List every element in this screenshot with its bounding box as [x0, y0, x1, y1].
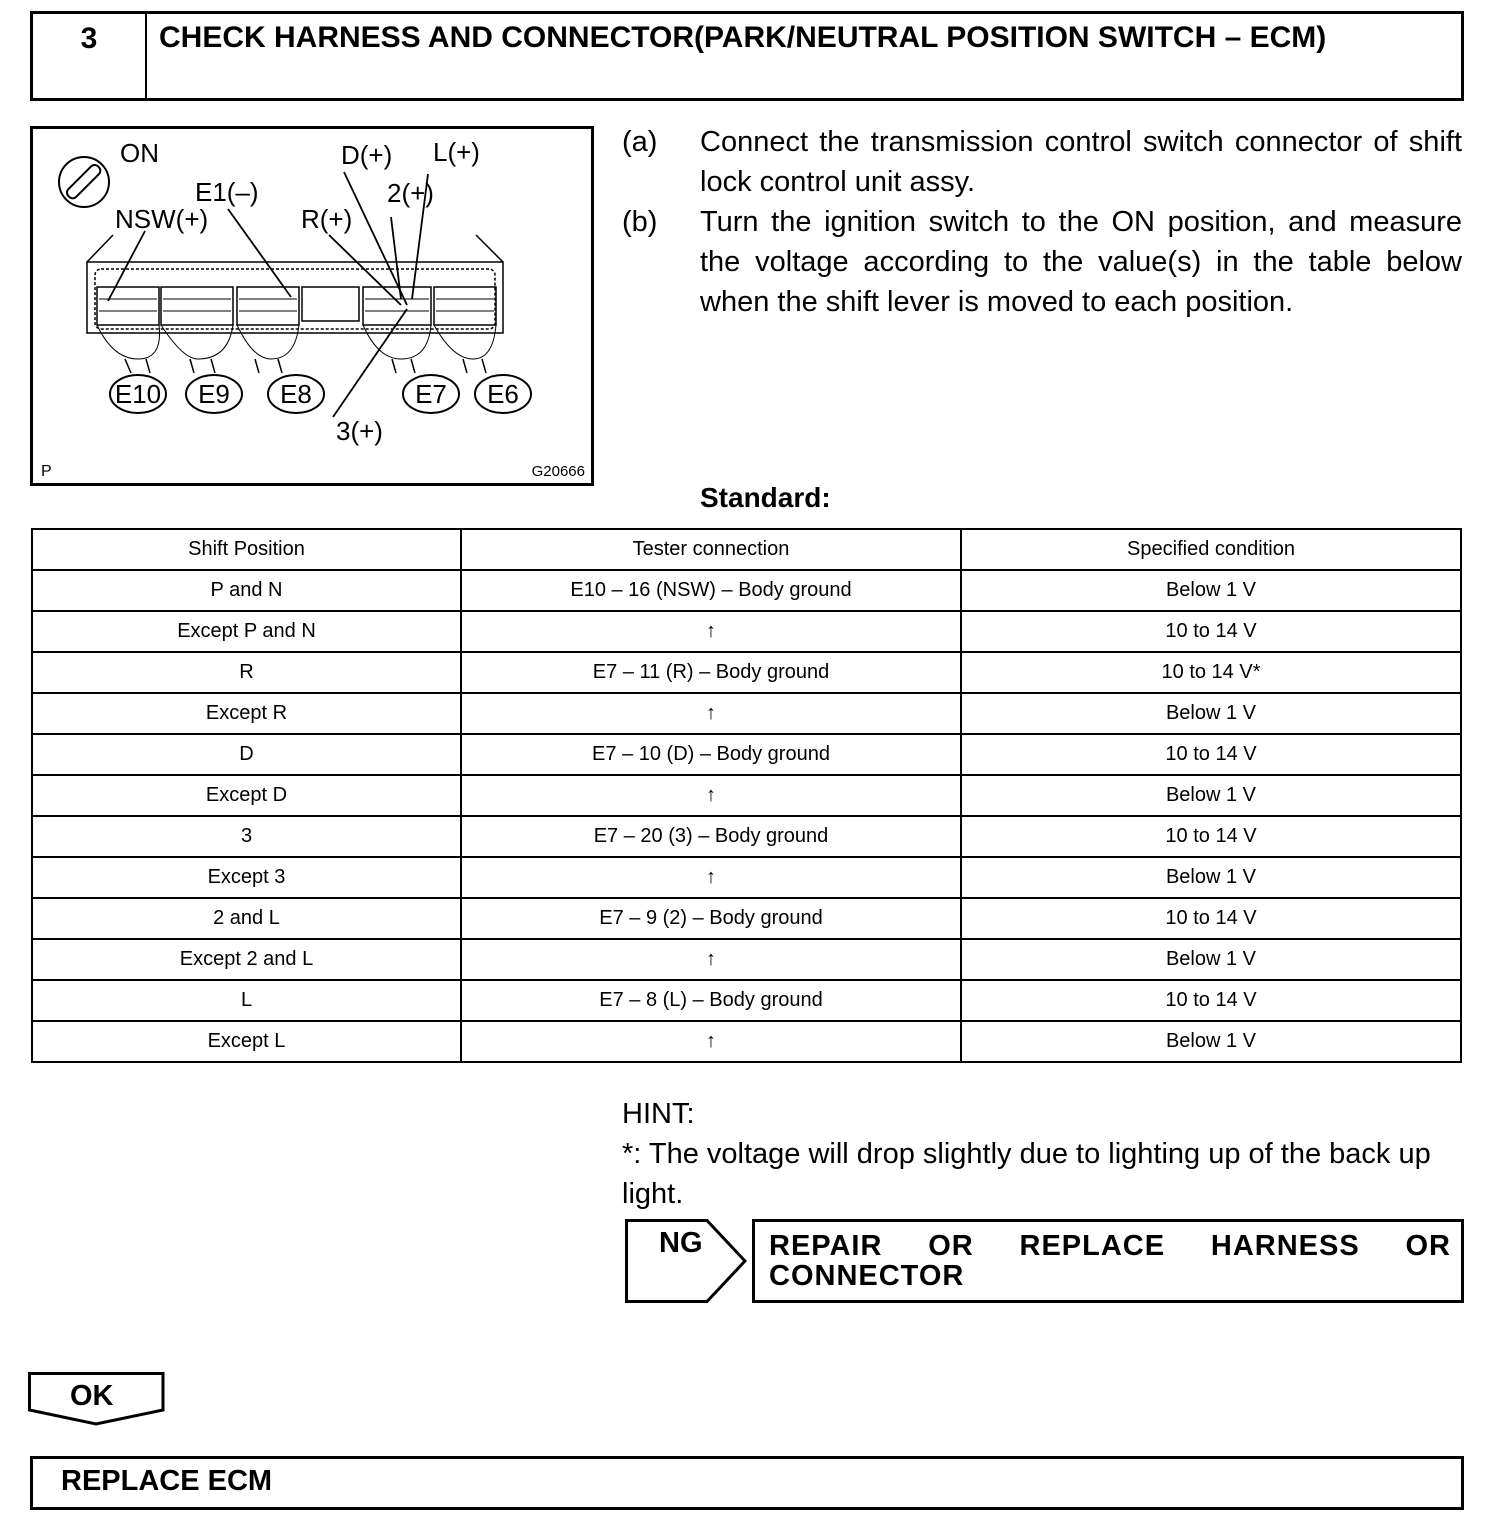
shift-position-cell: Except 3: [32, 857, 461, 898]
step-a: [622, 122, 1462, 202]
shift-position-cell: R: [32, 652, 461, 693]
shift-position-cell: Except P and N: [32, 611, 461, 652]
label-2: 2(+): [387, 178, 434, 208]
column-header: Shift Position: [32, 529, 461, 570]
figure-id: G20666: [531, 463, 585, 480]
step-text: Connect the transmission control switch connector of shift lock control unit assy.: [700, 126, 1462, 198]
specified-condition-cell: Below 1 V: [961, 693, 1461, 734]
shift-position-cell: 2 and L: [32, 898, 461, 939]
shift-position-cell: P and N: [32, 570, 461, 611]
ng-action: REPAIR OR REPLACE HARNESS OR CONNECTOR: [769, 1230, 1451, 1292]
tester-connection-cell: ↑: [461, 775, 961, 816]
tester-connection-cell: E7 – 11 (R) – Body ground: [461, 652, 961, 693]
standard-table: [31, 528, 1462, 1063]
step-text: Turn the ignition switch to the ON position, and measure the voltage according to the value(s) in the table below when the shift lever is moved to each position.: [700, 206, 1462, 318]
shift-position-cell: Except L: [32, 1021, 461, 1062]
table-row: [32, 693, 1461, 734]
specified-condition-cell: Below 1 V: [961, 939, 1461, 980]
specified-condition-cell: 10 to 14 V: [961, 734, 1461, 775]
shift-position-cell: Except D: [32, 775, 461, 816]
step-title: CHECK HARNESS AND CONNECTOR(PARK/NEUTRAL POSITION SWITCH – ECM): [159, 21, 1327, 54]
table-row: [32, 734, 1461, 775]
table-row: [32, 570, 1461, 611]
step-label: (b): [622, 206, 658, 238]
label-l: L(+): [433, 137, 480, 167]
connector-ovals: [110, 375, 531, 413]
shift-position-cell: Except R: [32, 693, 461, 734]
tester-connection-cell: E7 – 9 (2) – Body ground: [461, 898, 961, 939]
table-row: [32, 652, 1461, 693]
connector-label: E6: [487, 379, 519, 409]
step-header: [30, 11, 1464, 101]
final-action-box: [30, 1456, 1464, 1510]
step-number: 3: [33, 14, 147, 98]
table-header-row: [32, 529, 1461, 570]
label-nsw: NSW(+): [115, 204, 209, 234]
table-row: [32, 939, 1461, 980]
connector-diagram: [30, 126, 594, 486]
instruction-steps: [622, 122, 1462, 322]
ng-label: NG: [659, 1227, 703, 1259]
tester-connection-cell: E10 – 16 (NSW) – Body ground: [461, 570, 961, 611]
ecm-body: [87, 235, 503, 373]
step-b: [622, 202, 1462, 322]
tester-connection-cell: ↑: [461, 611, 961, 652]
column-header: Tester connection: [461, 529, 961, 570]
tester-connection-cell: E7 – 10 (D) – Body ground: [461, 734, 961, 775]
specified-condition-cell: Below 1 V: [961, 570, 1461, 611]
shift-position-cell: Except 2 and L: [32, 939, 461, 980]
table-row: [32, 857, 1461, 898]
step-label: (a): [622, 126, 658, 158]
specified-condition-cell: 10 to 14 V: [961, 898, 1461, 939]
specified-condition-cell: 10 to 14 V: [961, 816, 1461, 857]
tester-connection-cell: E7 – 8 (L) – Body ground: [461, 980, 961, 1021]
specified-condition-cell: 10 to 14 V: [961, 611, 1461, 652]
table-row: [32, 775, 1461, 816]
ignition-key-icon: [59, 157, 109, 207]
label-on: ON: [120, 138, 159, 168]
label-d: D(+): [341, 140, 393, 170]
specified-condition-cell: Below 1 V: [961, 1021, 1461, 1062]
tester-connection-cell: ↑: [461, 939, 961, 980]
table-row: [32, 816, 1461, 857]
ng-action-box: [752, 1219, 1464, 1303]
hint-text: *: The voltage will drop slightly due to lighting up of the back up light.: [622, 1138, 1431, 1210]
tester-connection-cell: ↑: [461, 1021, 961, 1062]
connector-label: E9: [198, 379, 230, 409]
label-e1: E1(–): [195, 177, 259, 207]
tester-connection-cell: E7 – 20 (3) – Body ground: [461, 816, 961, 857]
table-row: [32, 980, 1461, 1021]
tester-connection-cell: ↑: [461, 857, 961, 898]
label-r: R(+): [301, 204, 353, 234]
shift-position-cell: 3: [32, 816, 461, 857]
table-row: [32, 1021, 1461, 1062]
specified-condition-cell: Below 1 V: [961, 857, 1461, 898]
specified-condition-cell: 10 to 14 V*: [961, 652, 1461, 693]
standard-label: Standard:: [700, 482, 831, 513]
connector-label: E8: [280, 379, 312, 409]
table-row: [32, 611, 1461, 652]
ng-arrow: [625, 1219, 747, 1303]
tester-connection-cell: ↑: [461, 693, 961, 734]
figure-corner-label: P: [41, 463, 52, 480]
hint-title: HINT:: [622, 1098, 695, 1130]
ok-arrow: [28, 1372, 166, 1426]
label-3: 3(+): [336, 416, 383, 446]
connector-label: E7: [415, 379, 447, 409]
specified-condition-cell: Below 1 V: [961, 775, 1461, 816]
shift-position-cell: L: [32, 980, 461, 1021]
hint: [622, 1094, 1462, 1214]
shift-position-cell: D: [32, 734, 461, 775]
connector-label: E10: [114, 379, 162, 409]
final-action: REPLACE ECM: [61, 1465, 273, 1497]
table-row: [32, 898, 1461, 939]
specified-condition-cell: 10 to 14 V: [961, 980, 1461, 1021]
ok-label: OK: [70, 1380, 114, 1412]
column-header: Specified condition: [961, 529, 1461, 570]
